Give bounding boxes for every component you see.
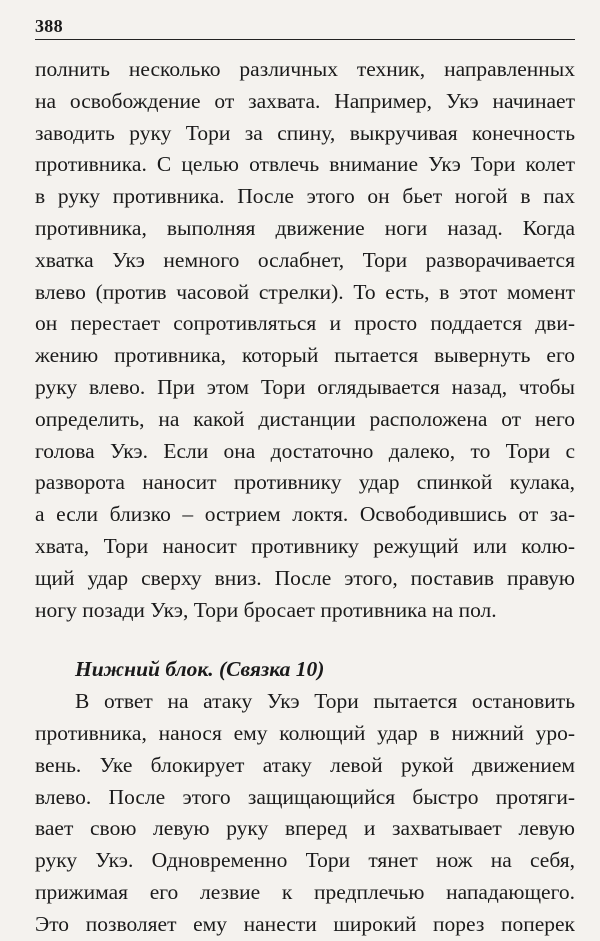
text-line: руку Укэ. Одновременно Тори тянет нож на себя,	[35, 848, 575, 873]
text-line: вает свою левую руку вперед и захватывает левую	[35, 816, 575, 841]
page-header	[35, 8, 575, 40]
page-body	[35, 54, 575, 941]
text-line: жению противника, который пытается вывернуть его	[35, 343, 575, 368]
text-line: Это позволяет ему нанести широкий порез поперек	[35, 911, 575, 936]
text-line: а если близко – острием локтя. Освободившись от за-	[35, 502, 575, 527]
text-line: щий удар сверху вниз. После этого, поставив правую	[35, 565, 575, 590]
text-line: определить, на какой дистанции расположена от него	[35, 406, 575, 431]
text-line: разворота наносит противнику удар спинкой кулака,	[35, 470, 575, 495]
section-heading: Нижний блок. (Связка 10)	[75, 657, 325, 682]
text-line: В ответ на атаку Укэ Тори пытается остановить	[75, 689, 575, 714]
text-line: на освобождение от захвата. Например, Укэ начинает	[35, 88, 575, 113]
paragraph-2	[35, 686, 575, 940]
text-line: в руку противника. После этого он бьет ногой в пах	[35, 184, 575, 209]
text-line: ногу позади Укэ, Тори бросает противника на пол.	[35, 597, 497, 622]
text-line: полнить несколько различных техник, направленных	[35, 57, 575, 81]
page-number: 388	[35, 16, 63, 36]
text-line: голова Укэ. Если она достаточно далеко, то Тори с	[35, 438, 575, 463]
book-page	[35, 8, 575, 941]
text-line: он перестает сопротивляться и просто поддается дви-	[35, 311, 575, 336]
text-line: противника. С целью отвлечь внимание Укэ Тори колет	[35, 152, 575, 177]
text-line: влево. После этого защищающийся быстро протяги-	[35, 784, 575, 809]
text-line: руку влево. При этом Тори оглядывается назад, чтобы	[35, 374, 575, 399]
text-line: хватка Укэ немного ослабнет, Тори разворачивается	[35, 247, 575, 272]
text-line: противника, выполняя движение ноги назад. Когда	[35, 215, 575, 240]
text-line: противника, нанося ему колющий удар в нижний уро-	[35, 720, 575, 745]
text-line: заводить руку Тори за спину, выкручивая конечность	[35, 120, 575, 145]
text-line: хвата, Тори наносит противнику режущий или колю-	[35, 533, 575, 558]
text-line: прижимая его лезвие к предплечью нападающего.	[35, 879, 575, 904]
paragraph-1	[35, 54, 575, 626]
text-line: влево (против часовой стрелки). То есть, в этот момент	[35, 279, 575, 304]
section-spacer	[35, 626, 575, 654]
text-line: вень. Уке блокирует атаку левой рукой движением	[35, 752, 575, 777]
